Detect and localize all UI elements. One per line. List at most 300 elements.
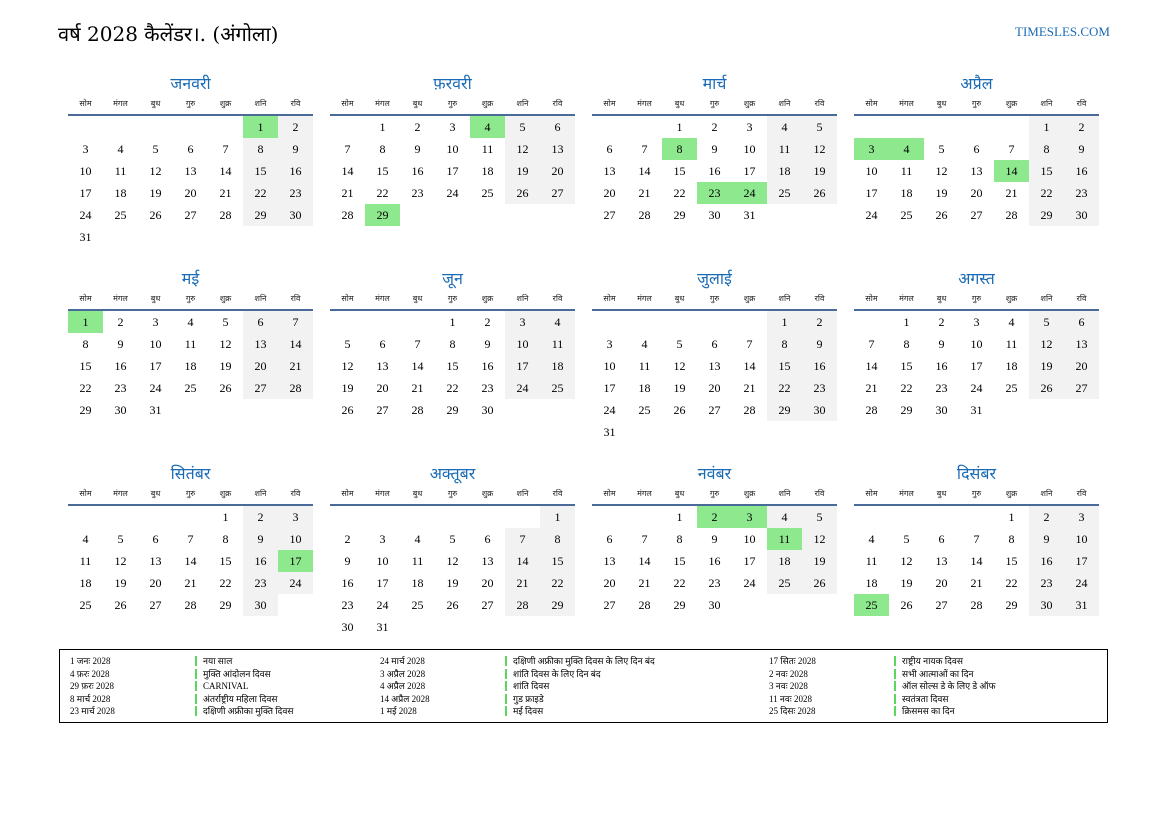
day-cell: 2	[484, 315, 491, 329]
day-cell: 21	[638, 576, 651, 590]
empty-cell	[802, 594, 837, 616]
legend-column	[769, 655, 996, 718]
empty-cell	[435, 204, 470, 226]
weekday-label: गुरु	[447, 294, 458, 303]
week-row	[330, 616, 575, 638]
legend-date: 4 अप्रैल 2028	[380, 681, 426, 691]
day-cell: 27	[935, 598, 948, 612]
empty-cell	[662, 311, 697, 333]
legend-entry	[70, 680, 293, 693]
day-cell: 21	[184, 576, 197, 590]
day-cell: 4	[641, 337, 648, 351]
legend-marker	[195, 669, 197, 679]
week-row	[592, 594, 837, 616]
week-row	[330, 160, 575, 182]
legend-holiday-name: शांति दिवस	[513, 681, 550, 691]
legend-marker	[894, 669, 896, 679]
week-row	[854, 116, 1099, 138]
day-cell: 21	[638, 186, 651, 200]
empty-cell	[627, 116, 662, 138]
day-cell: 23	[1029, 572, 1064, 594]
week-row	[330, 399, 575, 421]
weekday-label: सोम	[341, 489, 354, 498]
day-cell: 4	[767, 116, 802, 138]
day-cell: 7	[414, 337, 421, 351]
legend-date: 17 सितः 2028	[769, 656, 816, 666]
empty-cell	[505, 399, 540, 421]
weekday-label: बुध	[412, 99, 423, 108]
legend-date: 14 अप्रैल 2028	[380, 693, 430, 704]
legend-entry	[380, 705, 655, 718]
week-row	[68, 550, 313, 572]
week-row	[330, 311, 575, 333]
empty-cell	[138, 226, 173, 248]
day-cell: 23	[935, 381, 948, 395]
empty-cell	[365, 311, 400, 333]
week-row	[330, 204, 575, 226]
day-cell: 29	[673, 208, 686, 222]
day-cell: 24	[79, 208, 92, 222]
month-block	[854, 268, 1099, 421]
month-block	[68, 73, 313, 248]
day-cell: 13	[1064, 333, 1099, 355]
weekday-header	[592, 95, 837, 116]
day-cell: 9	[278, 138, 313, 160]
week-row	[854, 399, 1099, 421]
day-cell: 18	[638, 381, 651, 395]
day-cell: 19	[802, 550, 837, 572]
month-name: दिसंबर	[956, 464, 997, 483]
empty-cell	[889, 506, 924, 528]
day-cell: 13	[935, 554, 948, 568]
weekday-label: गुरु	[447, 99, 458, 108]
day-cell: 25	[114, 208, 127, 222]
day-cell: 16	[114, 359, 127, 373]
empty-cell	[505, 616, 540, 638]
day-cell: 11	[184, 337, 197, 351]
weekday-label: सोम	[341, 294, 354, 303]
legend-holiday-name: राष्ट्रीय नायक दिवस	[902, 656, 963, 666]
day-cell: 18	[114, 186, 127, 200]
day-cell: 21	[411, 381, 424, 395]
day-cell: 14	[184, 554, 197, 568]
day-cell: 13	[184, 164, 197, 178]
day-cell: 29	[79, 403, 92, 417]
day-cell: 7	[1008, 142, 1015, 156]
week-row	[330, 594, 575, 616]
day-cell: 7	[505, 528, 540, 550]
week-row	[592, 333, 837, 355]
day-cell: 1	[449, 315, 456, 329]
week-row	[854, 572, 1099, 594]
day-cell: 9	[1064, 138, 1099, 160]
day-cell: 10	[1064, 528, 1099, 550]
empty-cell	[802, 204, 837, 226]
day-cell: 28	[411, 403, 424, 417]
day-cell: 3	[854, 138, 889, 160]
day-cell: 30	[341, 620, 354, 634]
day-cell: 8	[662, 138, 697, 160]
day-cell: 13	[603, 164, 616, 178]
month-block	[592, 73, 837, 226]
legend-marker	[894, 694, 896, 704]
day-cell: 19	[114, 576, 127, 590]
day-cell: 25	[767, 182, 802, 204]
legend-holiday-name: दक्षिणी अफ्रीका मुक्ति दिवस	[203, 706, 294, 716]
legend-date: 25 दिसः 2028	[769, 706, 816, 716]
week-row	[68, 226, 313, 248]
week-row	[592, 528, 837, 550]
day-cell: 24	[376, 598, 389, 612]
day-cell: 17	[376, 576, 389, 590]
day-cell: 26	[802, 182, 837, 204]
day-cell: 13	[149, 554, 162, 568]
day-cell: 23	[1064, 182, 1099, 204]
weekday-label: शुक्र	[743, 294, 756, 303]
day-cell: 5	[676, 337, 683, 351]
day-cell: 22	[673, 576, 686, 590]
day-cell: 13	[481, 554, 494, 568]
day-cell: 9	[243, 528, 278, 550]
weekday-label: सोम	[79, 294, 92, 303]
day-cell: 13	[376, 359, 389, 373]
empty-cell	[68, 506, 103, 528]
day-cell: 14	[638, 554, 651, 568]
day-cell: 26	[114, 598, 127, 612]
day-cell: 24	[1064, 572, 1099, 594]
day-cell: 25	[540, 377, 575, 399]
day-cell: 10	[446, 142, 459, 156]
weekday-label: शनि	[778, 99, 791, 108]
legend-holiday-name: ऑल सोल्स डे के लिए डे ऑफ	[902, 681, 996, 691]
empty-cell	[732, 421, 767, 443]
day-cell: 20	[603, 576, 616, 590]
day-cell: 16	[341, 576, 354, 590]
legend-entry	[70, 655, 293, 668]
day-cell: 12	[802, 528, 837, 550]
day-cell: 14	[411, 359, 424, 373]
day-cell: 6	[484, 532, 491, 546]
day-cell: 14	[341, 164, 354, 178]
legend-holiday-name: शांति दिवस के लिए दिन बंद	[513, 668, 601, 679]
day-cell: 4	[187, 315, 194, 329]
day-cell: 21	[341, 186, 354, 200]
day-cell: 18	[540, 355, 575, 377]
day-cell: 25	[900, 208, 913, 222]
day-cell: 5	[938, 142, 945, 156]
day-cell: 29	[243, 204, 278, 226]
weekday-label: शनि	[1040, 489, 1053, 498]
day-cell: 29	[446, 403, 459, 417]
empty-cell	[470, 616, 505, 638]
week-row	[592, 138, 837, 160]
day-cell: 2	[938, 315, 945, 329]
weekday-header	[592, 290, 837, 311]
weekday-label: बुध	[936, 489, 947, 498]
day-cell: 5	[449, 532, 456, 546]
day-cell: 25	[184, 381, 197, 395]
day-cell: 19	[935, 186, 948, 200]
day-cell: 22	[767, 377, 802, 399]
day-cell: 24	[970, 381, 983, 395]
day-cell: 22	[79, 381, 92, 395]
day-cell: 3	[449, 120, 456, 134]
weekday-header	[68, 485, 313, 506]
day-cell: 6	[540, 116, 575, 138]
day-cell: 12	[802, 138, 837, 160]
day-cell: 22	[243, 182, 278, 204]
legend-date: 23 मार्च 2028	[70, 706, 115, 716]
weekday-label: शुक्र	[481, 489, 494, 498]
empty-cell	[540, 399, 575, 421]
empty-cell	[697, 421, 732, 443]
weekday-label: सोम	[865, 489, 878, 498]
day-cell: 22	[1029, 182, 1064, 204]
day-cell: 26	[935, 208, 948, 222]
day-cell: 4	[767, 506, 802, 528]
day-cell: 2	[1064, 116, 1099, 138]
month-name: सितंबर	[170, 464, 211, 483]
day-cell: 2	[344, 532, 351, 546]
day-cell: 14	[219, 164, 232, 178]
day-cell: 8	[449, 337, 456, 351]
week-row	[592, 116, 837, 138]
week-row	[330, 550, 575, 572]
legend-date: 3 नवः 2028	[769, 681, 808, 691]
month-block	[330, 268, 575, 421]
day-cell: 22	[219, 576, 232, 590]
day-cell: 19	[149, 186, 162, 200]
day-cell: 6	[187, 142, 194, 156]
weekday-header	[330, 95, 575, 116]
site-link[interactable]: TIMESLES.COM	[1015, 24, 1110, 39]
month-block	[68, 268, 313, 421]
week-row	[592, 160, 837, 182]
empty-cell	[243, 399, 278, 421]
legend-marker	[195, 706, 197, 716]
empty-cell	[173, 399, 208, 421]
weekday-label: बुध	[936, 294, 947, 303]
day-cell: 18	[184, 359, 197, 373]
day-cell: 26	[219, 381, 232, 395]
weekday-label: शुक्र	[481, 99, 494, 108]
day-cell: 28	[638, 208, 651, 222]
day-cell: 11	[540, 333, 575, 355]
week-row	[68, 399, 313, 421]
weekday-label: शनि	[254, 99, 267, 108]
day-cell: 26	[1029, 377, 1064, 399]
empty-cell	[435, 506, 470, 528]
day-cell: 11	[411, 554, 424, 568]
empty-cell	[592, 506, 627, 528]
month-name: अक्तूबर	[429, 464, 476, 483]
day-cell: 19	[900, 576, 913, 590]
day-cell: 20	[149, 576, 162, 590]
day-cell: 8	[540, 528, 575, 550]
empty-cell	[68, 116, 103, 138]
day-cell: 8	[379, 142, 386, 156]
day-cell: 26	[446, 598, 459, 612]
empty-cell	[400, 506, 435, 528]
day-cell: 4	[889, 138, 924, 160]
empty-cell	[627, 506, 662, 528]
legend-marker	[505, 669, 507, 679]
legend-entry	[70, 668, 293, 681]
day-cell: 4	[540, 311, 575, 333]
day-cell: 2	[117, 315, 124, 329]
day-cell: 26	[149, 208, 162, 222]
empty-cell	[400, 616, 435, 638]
week-row	[592, 550, 837, 572]
day-cell: 5	[152, 142, 159, 156]
day-cell: 30	[708, 598, 721, 612]
day-cell: 21	[743, 381, 756, 395]
day-cell: 18	[1005, 359, 1018, 373]
day-cell: 9	[484, 337, 491, 351]
day-cell: 28	[1005, 208, 1018, 222]
day-cell: 15	[673, 164, 686, 178]
day-cell: 9	[117, 337, 124, 351]
day-cell: 31	[970, 403, 983, 417]
empty-cell	[138, 116, 173, 138]
day-cell: 5	[1029, 311, 1064, 333]
day-cell: 2	[243, 506, 278, 528]
day-cell: 23	[708, 576, 721, 590]
week-row	[330, 377, 575, 399]
weekday-label: बुध	[674, 294, 685, 303]
day-cell: 17	[743, 164, 756, 178]
week-row	[330, 572, 575, 594]
day-cell: 24	[278, 572, 313, 594]
weekday-label: बुध	[150, 489, 161, 498]
day-cell: 24	[743, 576, 756, 590]
week-row	[68, 355, 313, 377]
weekday-label: मंगल	[637, 294, 652, 303]
legend-marker	[195, 694, 197, 704]
empty-cell	[959, 116, 994, 138]
day-cell: 4	[414, 532, 421, 546]
weekday-label: शुक्र	[1005, 99, 1018, 108]
week-row	[592, 377, 837, 399]
day-cell: 24	[149, 381, 162, 395]
weekday-label: मंगल	[375, 489, 390, 498]
empty-cell	[697, 311, 732, 333]
day-cell: 28	[865, 403, 878, 417]
legend-marker	[894, 656, 896, 666]
weekday-label: शनि	[1040, 294, 1053, 303]
legend-entry	[380, 655, 655, 668]
day-cell: 19	[219, 359, 232, 373]
empty-cell	[103, 226, 138, 248]
legend-holiday-name: अंतर्राष्ट्रीय महिला दिवस	[203, 693, 278, 704]
day-cell: 11	[767, 138, 802, 160]
weekday-label: गुरु	[185, 294, 196, 303]
day-cell: 15	[376, 164, 389, 178]
day-cell: 3	[82, 142, 89, 156]
day-cell: 7	[344, 142, 351, 156]
day-cell: 17	[79, 186, 92, 200]
weekday-label: सोम	[603, 489, 616, 498]
day-cell: 20	[376, 381, 389, 395]
legend-date: 1 मई 2028	[380, 706, 417, 716]
weekday-label: मंगल	[899, 489, 914, 498]
empty-cell	[732, 311, 767, 333]
day-cell: 23	[697, 182, 732, 204]
day-cell: 1	[1008, 510, 1015, 524]
empty-cell	[1029, 399, 1064, 421]
day-cell: 30	[278, 204, 313, 226]
day-cell: 7	[973, 532, 980, 546]
day-cell: 16	[802, 355, 837, 377]
legend-holiday-name: सभी आत्माओं का दिन	[902, 668, 974, 679]
month-block	[592, 463, 837, 616]
weekday-label: गुरु	[971, 489, 982, 498]
weekday-label: शुक्र	[743, 99, 756, 108]
week-row	[68, 506, 313, 528]
empty-cell	[889, 116, 924, 138]
day-cell: 8	[1029, 138, 1064, 160]
day-cell: 8	[82, 337, 89, 351]
day-cell: 16	[1029, 550, 1064, 572]
weekday-label: मंगल	[899, 294, 914, 303]
day-cell: 11	[865, 554, 878, 568]
week-row	[592, 506, 837, 528]
week-row	[330, 116, 575, 138]
weekday-label: शनि	[778, 294, 791, 303]
day-cell: 29	[767, 399, 802, 421]
legend-entry	[769, 655, 996, 668]
empty-cell	[505, 506, 540, 528]
weekday-label: रवि	[552, 294, 563, 303]
day-cell: 5	[903, 532, 910, 546]
week-row	[854, 160, 1099, 182]
month-name: अप्रैल	[960, 74, 993, 93]
legend-date: 3 अप्रैल 2028	[380, 668, 426, 679]
week-row	[592, 572, 837, 594]
empty-cell	[924, 506, 959, 528]
empty-cell	[540, 204, 575, 226]
day-cell: 23	[481, 381, 494, 395]
legend-holiday-name: स्वतंत्रता दिवस	[902, 693, 949, 704]
day-cell: 12	[149, 164, 162, 178]
day-cell: 21	[219, 186, 232, 200]
day-cell: 31	[79, 230, 92, 244]
day-cell: 10	[743, 532, 756, 546]
legend-marker	[505, 694, 507, 704]
day-cell: 19	[446, 576, 459, 590]
page-title: वर्ष 2028 कैलेंडर।. (अंगोला)	[58, 22, 279, 46]
day-cell: 24	[865, 208, 878, 222]
day-cell: 6	[711, 337, 718, 351]
weekday-label: मंगल	[637, 99, 652, 108]
weekday-label: सोम	[79, 99, 92, 108]
day-cell: 26	[341, 403, 354, 417]
empty-cell	[330, 506, 365, 528]
day-cell: 30	[481, 403, 494, 417]
day-cell: 4	[868, 532, 875, 546]
weekday-label: रवि	[1076, 489, 1087, 498]
day-cell: 11	[114, 164, 127, 178]
day-cell: 7	[187, 532, 194, 546]
day-cell: 5	[505, 116, 540, 138]
weekday-header	[854, 290, 1099, 311]
day-cell: 20	[540, 160, 575, 182]
day-cell: 23	[411, 186, 424, 200]
month-name: मार्च	[702, 74, 727, 93]
day-cell: 8	[222, 532, 229, 546]
legend-date: 29 फ़रः 2028	[70, 681, 114, 691]
month-name: जून	[442, 269, 463, 288]
